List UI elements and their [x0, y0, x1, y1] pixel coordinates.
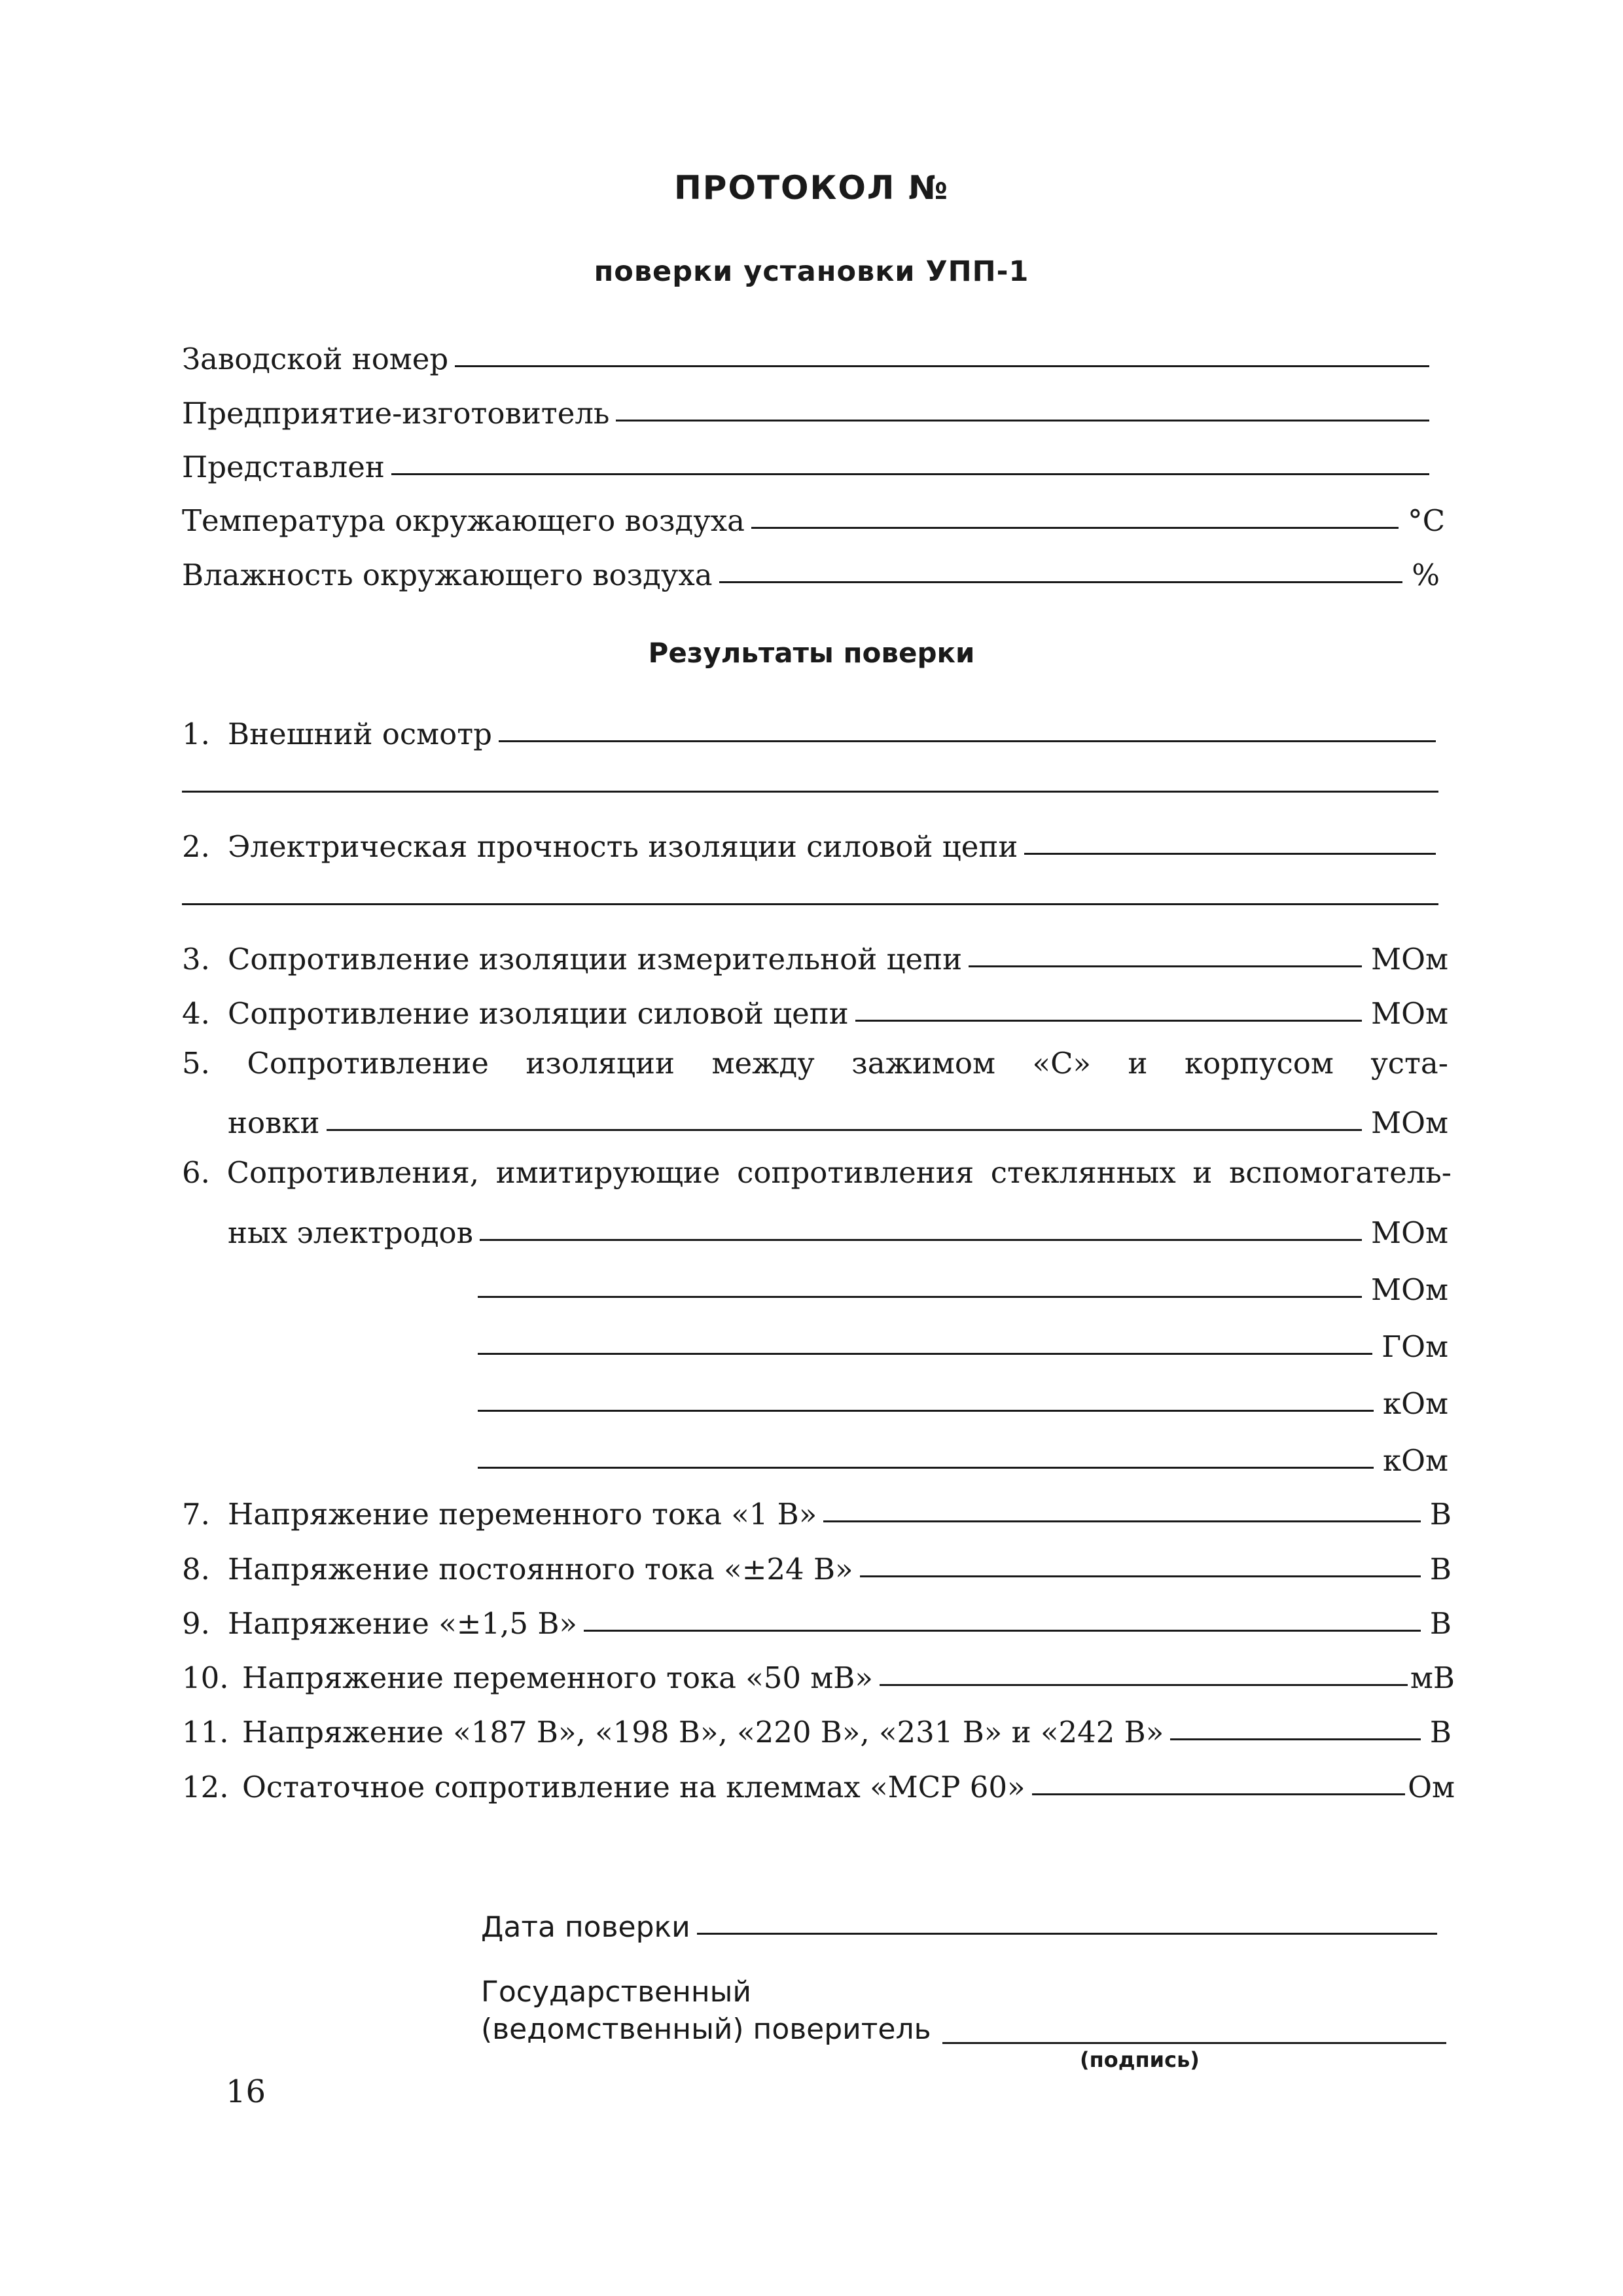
- fill-line[interactable]: [1032, 1793, 1406, 1795]
- unit-label: МОм: [1371, 996, 1448, 1031]
- result-item-9: [182, 1602, 1452, 1641]
- field-manufacturer: [182, 391, 1438, 431]
- page-number: 16: [226, 2073, 266, 2110]
- item-label: Напряжение переменного тока «50 мВ»: [242, 1660, 873, 1695]
- result-item-6-line-5: [471, 1439, 1448, 1478]
- verification-date: [481, 1905, 1446, 1944]
- fill-line[interactable]: [1170, 1738, 1421, 1740]
- result-item-8: [182, 1547, 1452, 1587]
- verifier-label-line2: (ведомственный) поверитель: [481, 2013, 931, 2046]
- result-item-10: [182, 1656, 1455, 1695]
- item-number: 7.: [182, 1497, 210, 1532]
- field-label: Представлен: [182, 450, 385, 484]
- item-number: 1.: [182, 717, 210, 751]
- unit-label: МОм: [1371, 1272, 1448, 1307]
- unit-label: В: [1429, 1606, 1452, 1641]
- item-label: новки: [228, 1105, 320, 1140]
- item-word: между: [711, 1046, 815, 1081]
- item-number: 8.: [182, 1552, 210, 1587]
- unit-label: мВ: [1410, 1660, 1455, 1695]
- unit-label: МОм: [1371, 942, 1448, 977]
- fill-line[interactable]: [478, 1410, 1374, 1412]
- field-submitted-by: [182, 445, 1438, 484]
- item-word: уста-: [1370, 1046, 1448, 1081]
- field-humidity: [182, 553, 1440, 592]
- item-word: Сопротивления,: [226, 1155, 480, 1190]
- fill-line[interactable]: [478, 1296, 1362, 1298]
- item-number: 12.: [182, 1770, 229, 1804]
- item-number: 9.: [182, 1606, 210, 1641]
- fill-line[interactable]: [880, 1684, 1408, 1686]
- item-word: стеклянных: [990, 1155, 1176, 1190]
- unit-label: МОм: [1371, 1105, 1448, 1140]
- result-item-5: [182, 1046, 1448, 1085]
- field-label: Заводской номер: [182, 342, 449, 376]
- fill-line-extra[interactable]: [182, 903, 1438, 905]
- item-number: 5.: [182, 1046, 210, 1081]
- item-label: Напряжение «187 В», «198 В», «220 В», «231 В» и «242 В»: [242, 1715, 1164, 1749]
- item-word: «С»: [1032, 1046, 1092, 1081]
- result-item-12: [182, 1765, 1455, 1804]
- unit-label: кОм: [1382, 1386, 1448, 1421]
- fill-line[interactable]: [584, 1630, 1421, 1632]
- fill-line[interactable]: [391, 473, 1429, 475]
- result-item-11: [182, 1710, 1452, 1749]
- fill-line[interactable]: [1024, 853, 1436, 855]
- signature-fill-line[interactable]: [942, 2042, 1446, 2044]
- item-number: 3.: [182, 942, 210, 977]
- result-item-6-cont: [228, 1211, 1448, 1250]
- item-number: 11.: [182, 1715, 229, 1749]
- item-word: сопротивления: [737, 1155, 974, 1190]
- field-serial-number: [182, 337, 1438, 376]
- fill-line[interactable]: [327, 1129, 1362, 1131]
- item-label: Сопротивление изоляции силовой цепи: [228, 996, 849, 1031]
- result-item-3: [182, 937, 1448, 977]
- results-title: Результаты поверки: [648, 637, 975, 669]
- unit-label: В: [1429, 1497, 1452, 1532]
- unit-label: В: [1429, 1715, 1452, 1749]
- page-title: ПРОТОКОЛ №: [673, 169, 950, 207]
- unit-label: °С: [1408, 503, 1445, 538]
- result-item-6-line-2: [471, 1268, 1448, 1307]
- item-number: 6.: [182, 1155, 210, 1190]
- item-label: Напряжение постоянного тока «±24 В»: [228, 1552, 853, 1587]
- item-number: 2.: [182, 829, 210, 864]
- unit-label: В: [1429, 1552, 1452, 1587]
- fill-line[interactable]: [823, 1520, 1421, 1522]
- fill-line[interactable]: [860, 1575, 1421, 1577]
- item-word: вспомогатель-: [1229, 1155, 1452, 1190]
- result-item-4: [182, 992, 1448, 1031]
- result-item-6: [182, 1155, 1452, 1194]
- result-item-6-line-3: [471, 1325, 1448, 1364]
- item-label: Остаточное сопротивление на клеммах «МСР 60»: [242, 1770, 1026, 1804]
- item-word: и: [1192, 1155, 1213, 1190]
- item-label: ных электродов: [228, 1215, 473, 1250]
- result-item-1: [182, 712, 1445, 751]
- unit-label: Ом: [1408, 1770, 1455, 1804]
- item-word: и: [1128, 1046, 1148, 1081]
- item-word: имитирующие: [495, 1155, 721, 1190]
- result-item-6-line-4: [471, 1382, 1448, 1421]
- field-label: Температура окружающего воздуха: [182, 503, 745, 538]
- fill-line[interactable]: [616, 420, 1429, 422]
- date-fill-line[interactable]: [697, 1933, 1437, 1935]
- item-word: Сопротивление: [247, 1046, 489, 1081]
- page-subtitle: поверки установки УПП-1: [594, 255, 1029, 288]
- unit-label: МОм: [1371, 1215, 1448, 1250]
- fill-line[interactable]: [480, 1239, 1362, 1241]
- result-item-2: [182, 825, 1445, 864]
- item-label: Электрическая прочность изоляции силовой цепи: [228, 829, 1018, 864]
- item-number: 10.: [182, 1660, 229, 1695]
- result-item-7: [182, 1492, 1452, 1532]
- unit-label: %: [1412, 558, 1440, 592]
- fill-line-extra[interactable]: [182, 791, 1438, 793]
- field-label: Влажность окружающего воздуха: [182, 558, 713, 592]
- item-label: Напряжение «±1,5 В»: [228, 1606, 577, 1641]
- fill-line[interactable]: [499, 740, 1436, 742]
- fill-line[interactable]: [855, 1020, 1362, 1022]
- item-number: 4.: [182, 996, 210, 1031]
- unit-label: ГОм: [1382, 1329, 1448, 1364]
- signature-caption: (подпись): [1080, 2047, 1200, 2072]
- date-label: Дата поверки: [481, 1910, 690, 1944]
- item-label: Напряжение переменного тока «1 В»: [228, 1497, 817, 1532]
- item-word: корпусом: [1185, 1046, 1334, 1081]
- verifier-label-line1: Государственный: [481, 1975, 751, 2009]
- fill-line[interactable]: [969, 965, 1362, 967]
- item-label: Внешний осмотр: [228, 717, 492, 751]
- result-item-5-cont: [228, 1101, 1448, 1140]
- item-word: зажимом: [851, 1046, 996, 1081]
- fill-line[interactable]: [478, 1467, 1374, 1469]
- fill-line[interactable]: [455, 365, 1429, 367]
- item-word: изоляции: [526, 1046, 675, 1081]
- item-label: Сопротивление изоляции измерительной цепи: [228, 942, 963, 977]
- unit-label: кОм: [1382, 1443, 1448, 1478]
- fill-line[interactable]: [478, 1353, 1372, 1355]
- fill-line[interactable]: [751, 527, 1399, 529]
- fill-line[interactable]: [719, 581, 1403, 583]
- field-label: Предприятие-изготовитель: [182, 396, 610, 431]
- field-temperature: [182, 499, 1445, 538]
